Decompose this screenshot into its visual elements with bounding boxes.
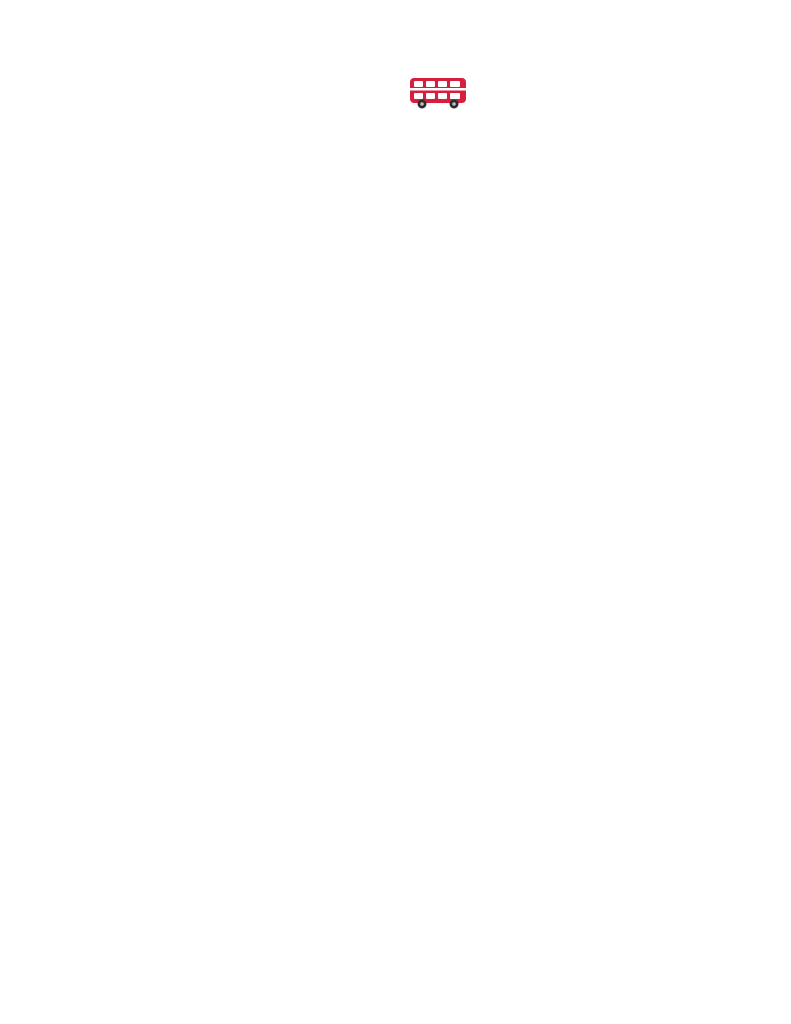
logo xyxy=(0,78,791,103)
double-decker-bus-icon xyxy=(406,74,472,112)
worksheet-content xyxy=(90,212,700,236)
